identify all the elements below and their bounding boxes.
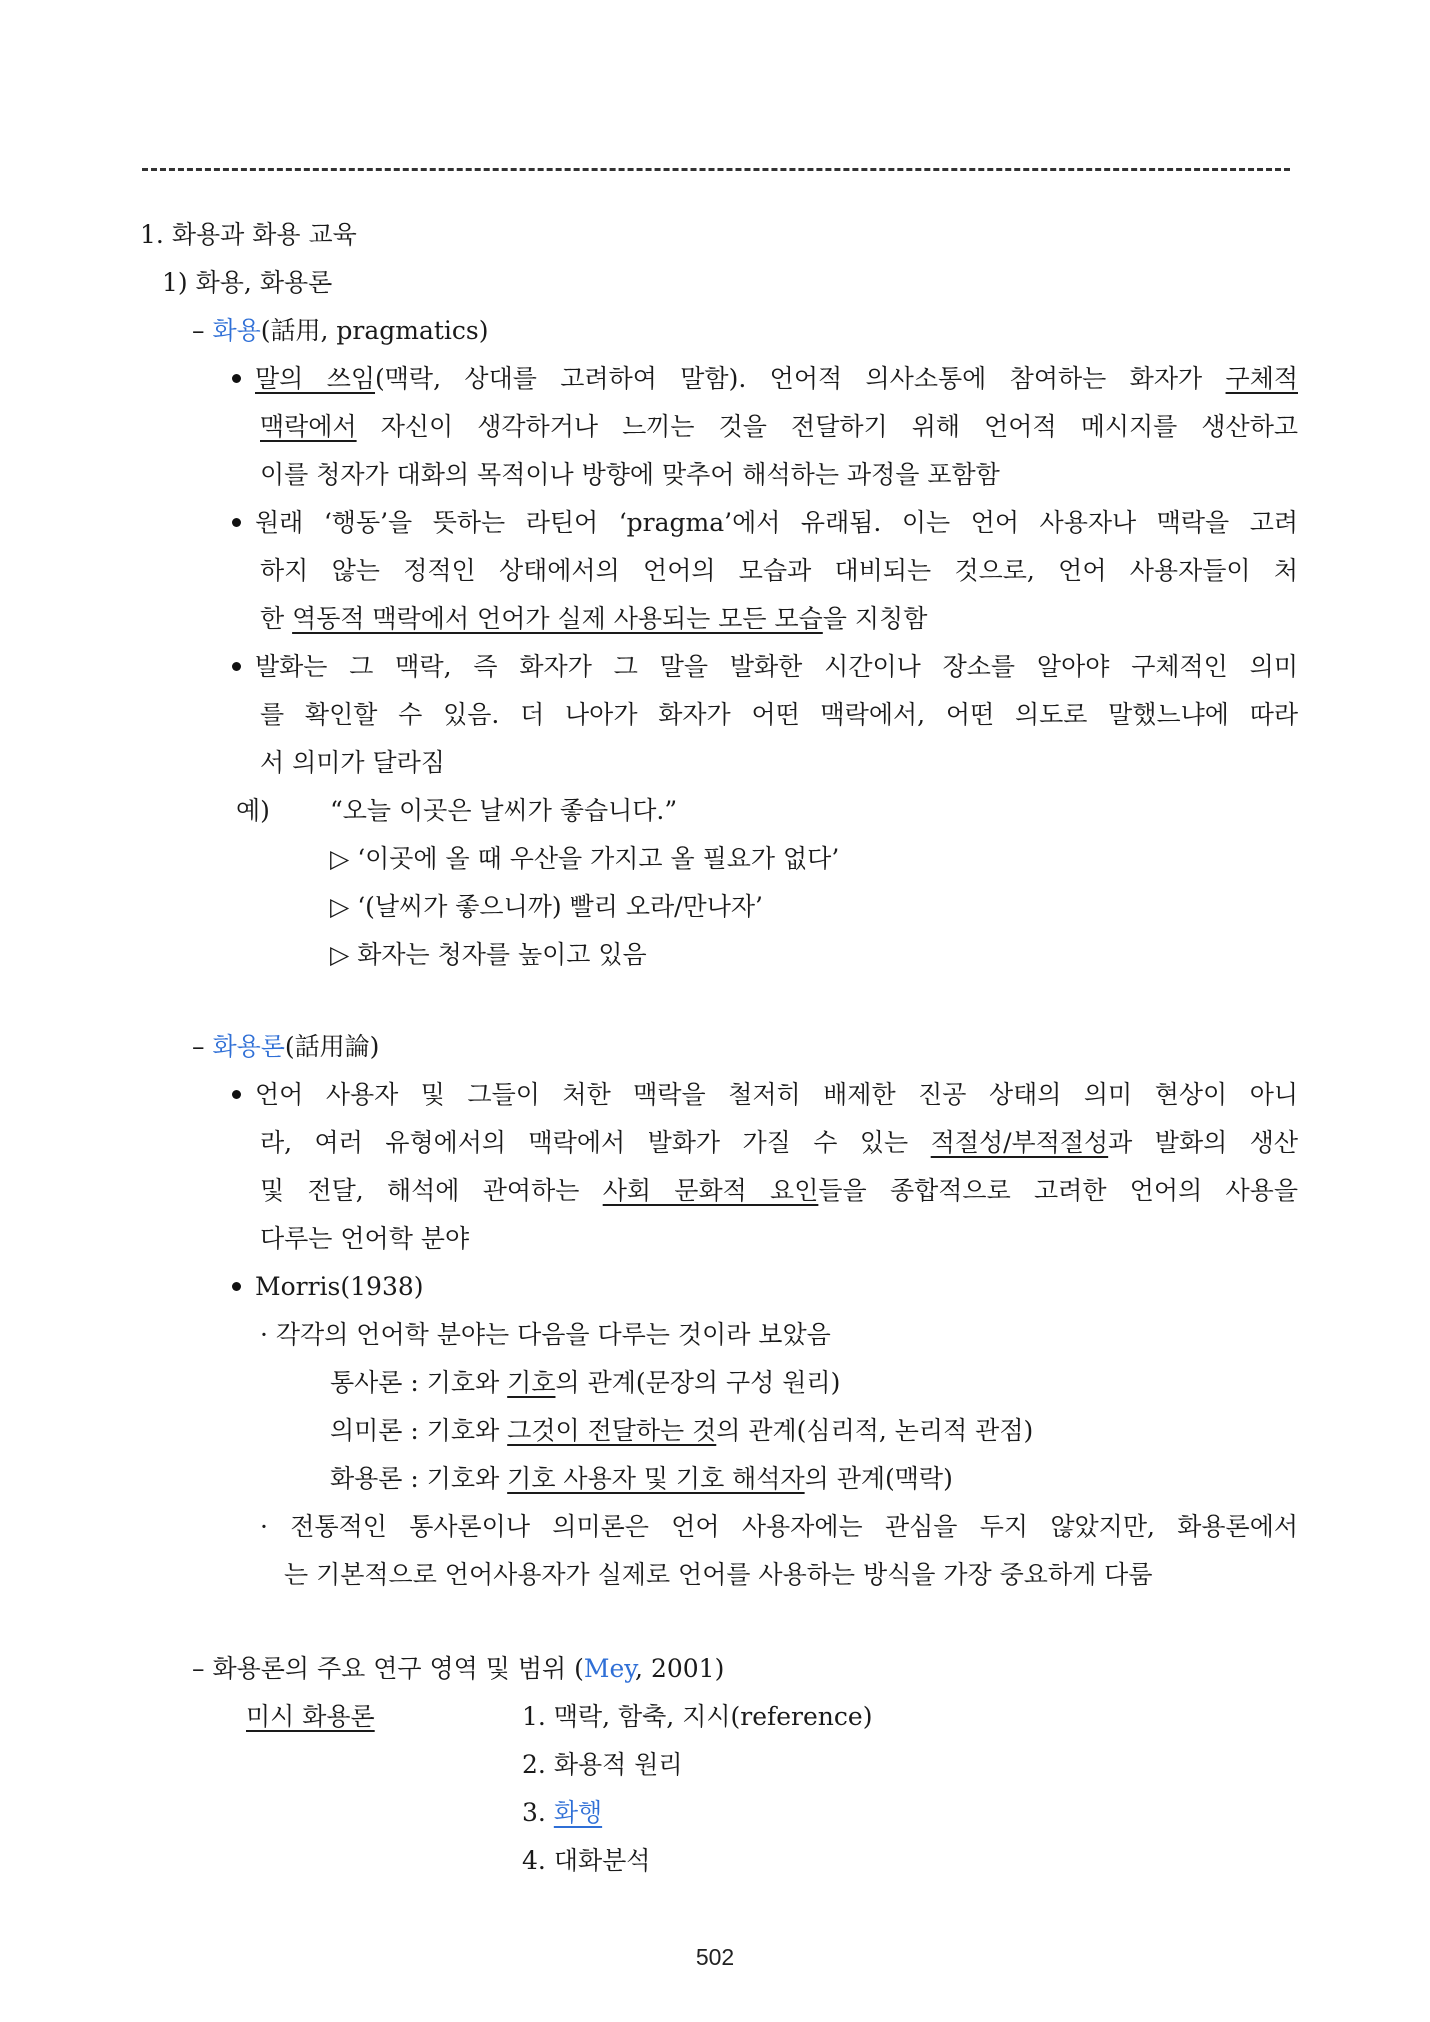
item-number: 3. [522,1798,546,1827]
text-run: 을 지칭함 [822,604,928,633]
scope-item-3 [522,1796,602,1836]
heading-dash: – [192,1032,205,1061]
citation-author: Mey [583,1654,636,1683]
text-run: 의 관계(심리적, 논리적 관점) [716,1416,1034,1445]
item-label: 대화분석 [553,1846,651,1875]
subsection-number: 1) [162,268,188,297]
pragmatics-theory-term: 화용론 [212,1032,285,1061]
subsection-title: 화용, 화용론 [195,268,333,297]
text-run: 한 [260,604,293,633]
text-run: 언어 사용자 및 그들이 처한 맥락을 철저히 배제한 진공 상태의 의미 현상이 아니 [255,1080,1298,1109]
underlined-phrase: 그것이 전달하는 것 [507,1416,717,1445]
bullet-4-line-3 [260,1174,1298,1214]
text-run: 라, 여러 유형에서의 맥락에서 발화가 가질 수 있는 [260,1128,931,1157]
text-run: 통사론 : 기호와 [330,1368,508,1397]
bullet-3-line-3: 서 의미가 달라짐 [260,748,445,777]
bullet-4-line-4: 다루는 언어학 분야 [260,1224,470,1253]
morris-heading [232,1270,424,1310]
underlined-phrase: 기호 [507,1368,556,1397]
text-run: 전통적인 통사론이나 의미론은 언어 사용자에는 관심을 두지 않았지만, 화용론에서 [290,1512,1299,1541]
text-run: , 2001) [635,1654,725,1683]
subsection-heading [162,266,332,306]
pragmatics-term-gloss: (話用, pragmatics) [260,316,489,345]
example-item-2 [330,890,763,930]
text-run: 의 관계(맥락) [804,1464,953,1493]
bullet-dot [232,662,241,671]
text-run: 화용론 : 기호와 [330,1464,508,1493]
text-run: 의미론 : 기호와 [330,1416,508,1445]
example-item-3 [330,938,647,978]
bullet-dot [232,1090,241,1099]
arrow-icon: ▷ [330,844,350,873]
morris-syntax [330,1366,840,1406]
example-quote: “오늘 이곳은 날씨가 좋습니다.” [330,796,678,825]
heading-dash: – [192,316,205,345]
bullet-dot [232,518,241,527]
text-run: (맥락, 상대를 고려하여 말함). 언어적 의사소통에 참여하는 화자가 [375,364,1226,393]
bullet-1-line-1 [232,362,1298,402]
morris-note-line-1 [260,1510,1298,1550]
arrow-icon: ▷ [330,892,350,921]
item-number: 4. [522,1846,546,1875]
bullet-3-line-1 [232,650,1298,690]
text-run: 화용론의 주요 연구 영역 및 범위 ( [212,1654,584,1683]
section-title: 화용과 화용 교육 [171,220,357,249]
bullet-2-line-1 [232,506,1298,546]
text-run: 및 전달, 해석에 관여하는 [260,1176,603,1205]
bullet-1-line-3: 이를 청자가 대화의 목적이나 방향에 맞추어 해석하는 과정을 포함함 [260,460,1000,489]
section-heading [140,218,357,258]
arrow-icon: ▷ [330,940,350,969]
example-item-1 [330,842,839,882]
morris-intro [260,1318,831,1358]
underlined-phrase: 맥락에서 [260,412,357,441]
text-run: ‘이곳에 올 때 우산을 가지고 올 필요가 없다’ [357,844,840,873]
text-run: 각각의 언어학 분야는 다음을 다루는 것이라 보았음 [275,1320,831,1349]
underlined-phrase: 사회 문화적 요인 [602,1176,819,1205]
pragmatics-theory-heading [192,1030,379,1070]
text-run: 자신이 생각하거나 느끼는 것을 전달하기 위해 언어적 메시지를 생산하고 [356,412,1298,441]
bullet-4-line-2 [260,1126,1298,1166]
bullet-2-line-2: 하지 않는 정적인 상태에서의 언어의 모습과 대비되는 것으로, 언어 사용자들이 처 [260,556,1298,585]
underlined-phrase: 기호 사용자 및 기호 해석자 [507,1464,805,1493]
text-run: 의 관계(문장의 구성 원리) [555,1368,841,1397]
bullet-4-line-1 [232,1078,1298,1118]
bullet-dot [232,374,241,383]
dashed-rule [142,168,1290,171]
bullet-3-line-2: 를 확인할 수 있음. 더 나아가 화자가 어떤 맥락에서, 어떤 의도로 말했느냐에 따라 [260,700,1298,729]
item-number: 1. [522,1702,546,1731]
pragmatics-theory-gloss: (話用論) [284,1032,380,1061]
example-label: 예) [236,796,270,825]
underlined-phrase: 적절성/부적절성 [930,1128,1109,1157]
item-number: 2. [522,1750,546,1779]
middle-dot: · [260,1512,268,1541]
text-run: 발화는 그 맥락, 즉 화자가 그 말을 발화한 시간이나 장소를 알아야 구체적인 의미 [255,652,1298,681]
underlined-phrase: 말의 쓰임 [255,364,376,393]
morris-pragmatics [330,1462,953,1502]
text-run: 들을 종합적으로 고려한 언어의 사용을 [818,1176,1298,1205]
heading-dash: – [192,1654,205,1683]
bullet-1-line-2 [260,410,1298,450]
text-run: 화자는 청자를 높이고 있음 [357,940,647,969]
text-run: ‘(날씨가 좋으니까) 빨리 오라/만나자’ [357,892,763,921]
text-run: 원래 ‘행동’을 뜻하는 라틴어 ‘pragma’에서 유래됨. 이는 언어 사용자나 맥락을 고려 [255,508,1298,537]
pragmatics-heading [192,314,489,354]
bullet-2-line-3 [260,602,927,642]
text-run: Morris(1938) [255,1272,424,1301]
text-run: 과 발화의 생산 [1108,1128,1299,1157]
scope-heading [192,1652,724,1692]
morris-semantics [330,1414,1033,1454]
underlined-phrase: 역동적 맥락에서 언어가 실제 사용되는 모든 모습 [292,604,823,633]
middle-dot: · [260,1320,268,1349]
morris-note-line-2: 는 기본적으로 언어사용자가 실제로 언어를 사용하는 방식을 가장 중요하게 다룸 [284,1560,1153,1589]
page-number: 502 [695,1944,735,1970]
pragmatics-term: 화용 [212,316,261,345]
scope-item-1 [522,1700,872,1740]
scope-item-2 [522,1748,683,1788]
bullet-dot [232,1282,241,1291]
item-label: 맥락, 함축, 지시(reference) [553,1702,873,1731]
scope-item-4 [522,1844,650,1884]
underlined-phrase: 구체적 [1225,364,1298,393]
section-number: 1. [140,220,164,249]
speech-act-link[interactable]: 화행 [553,1798,603,1827]
item-label: 화용적 원리 [553,1750,683,1779]
micro-pragmatics-label: 미시 화용론 [246,1702,375,1731]
